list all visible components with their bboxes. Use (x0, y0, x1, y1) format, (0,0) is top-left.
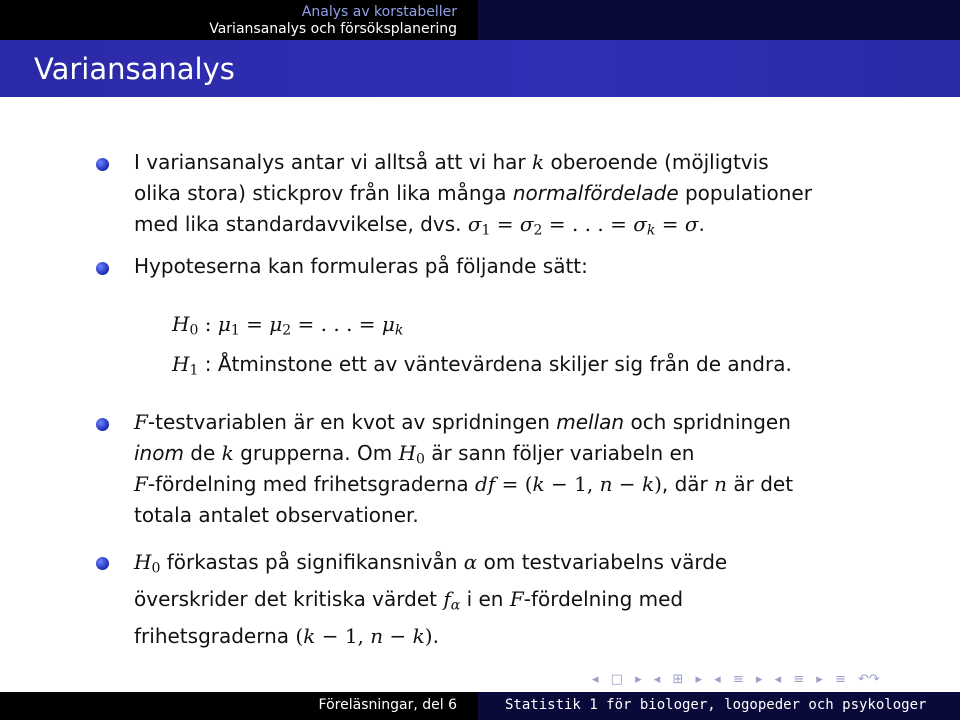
hypothesis-h0: $H_0$ : $\mu_1 = \mu_2$ = . . . = $\mu_k$ (172, 312, 404, 339)
bullet-icon (96, 262, 109, 275)
hypothesis-h1: $H_1$ : Åtminstone ett av väntevärdena skiljer sig från de andra. (172, 352, 792, 379)
footer-lecture: Föreläsningar, del 6 (318, 697, 457, 713)
bullet-3-line-3: F-fördelning med frihetsgraderna df = (k − 1, n − k), där n är det (134, 472, 794, 496)
bullet-2-line-1: Hypoteserna kan formuleras på följande sätt: (134, 254, 588, 278)
bullet-4-line-2: överskrider det kritiska värdet $f_\alpha$ i en F-fördelning med (134, 587, 684, 614)
bullet-icon (96, 557, 109, 570)
bullet-icon (96, 158, 109, 171)
bullet-1-line-2: olika stora) stickprov från lika många normalfördelade populationer (134, 181, 812, 205)
bullet-item-1 (106, 147, 886, 242)
nav-prev-frame-icon[interactable]: ◂ (592, 672, 599, 687)
slide-footer (0, 692, 960, 720)
slide-content (0, 97, 960, 657)
nav-appendix-icon[interactable]: ≡ (834, 672, 846, 687)
bullet-text-4 (134, 544, 874, 655)
header-subsection[interactable]: Variansanalys och försöksplanering (209, 21, 457, 37)
bullet-item-2 (106, 251, 886, 282)
bullet-1-line-3: med lika standardavvikelse, dvs. $\sigma_1 = \sigma_2$ = . . . = $\sigma_k = \sigma$. (134, 212, 705, 239)
nav-doc-icon[interactable]: ≡ (793, 672, 805, 687)
slide-header (0, 0, 960, 97)
frame-title: Variansanalys (34, 52, 235, 86)
bullet-text-1 (134, 147, 874, 240)
bullet-3-line-1: F-testvariablen är en kvot av spridningen mellan och spridningen (134, 410, 791, 434)
nav-subsection-icon[interactable]: ⊞ (672, 672, 684, 687)
bullet-icon (96, 418, 109, 431)
nav-frame-icon[interactable]: □ (610, 672, 623, 687)
bullet-1-line-1: I variansanalys antar vi alltså att vi har k oberoende (möjligtvis (134, 150, 769, 174)
nav-search-back-icon[interactable]: ↶↷ (858, 672, 880, 687)
footer-course: Statistik 1 för biologer, logopeder och psykologer (505, 697, 927, 713)
bullet-item-3 (106, 407, 886, 531)
nav-prev-section-icon[interactable]: ◂ (714, 672, 721, 687)
bullet-3-line-4: totala antalet observationer. (134, 503, 419, 527)
bullet-text-2 (134, 251, 874, 282)
nav-next-frame-icon[interactable]: ▸ (635, 672, 642, 687)
header-top-right (478, 0, 960, 40)
nav-prev-doc-icon[interactable]: ◂ (774, 672, 782, 687)
bullet-3-line-2: inom de k grupperna. Om $H_0$ är sann följer variabeln en (134, 441, 695, 468)
nav-next-section-icon[interactable]: ▸ (755, 672, 763, 687)
bullet-4-line-1: $H_0$ förkastas på signifikansnivån α om testvariabelns värde (134, 550, 728, 577)
bullet-4-line-3: frihetsgraderna (k − 1, n − k). (134, 624, 439, 648)
bullet-text-3 (134, 407, 874, 531)
bullet-item-4 (106, 544, 886, 656)
header-section[interactable]: Analys av korstabeller (301, 4, 457, 20)
nav-prev-subsection-icon[interactable]: ◂ (653, 672, 661, 687)
nav-section-icon[interactable]: ≡ (732, 672, 744, 687)
beamer-navigation (592, 672, 888, 692)
nav-next-doc-icon[interactable]: ▸ (816, 672, 823, 687)
nav-next-subsection-icon[interactable]: ▸ (695, 672, 703, 687)
